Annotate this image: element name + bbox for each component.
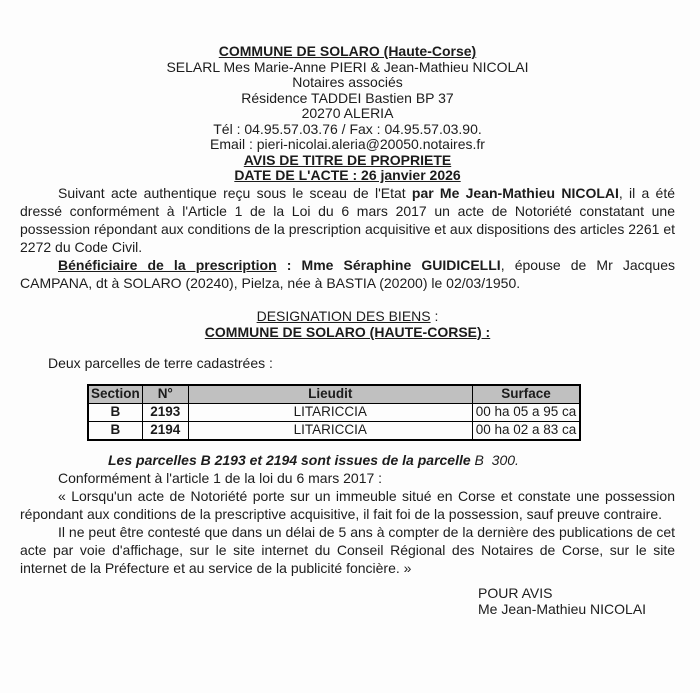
- notary-name-bold: par Me Jean-Mathieu NICOLAI: [411, 184, 619, 201]
- beneficiaire-label: Bénéficiaire de la prescription: [58, 256, 277, 273]
- para-acte: [20, 184, 675, 256]
- cell-surface: 00 ha 02 a 83 ca: [472, 421, 580, 440]
- blank-gap: [20, 292, 675, 308]
- cell-surface: 00 ha 05 a 95 ca: [472, 403, 580, 421]
- designation-colon: :: [430, 307, 439, 324]
- para-acte-text-1: Suivant acte authentique reçu sous le sceau de l'Etat: [58, 184, 412, 201]
- document-header: [20, 44, 675, 184]
- issue-note-main: Les parcelles B 2193 et 2194 sont issues de la parcelle: [108, 451, 471, 468]
- notice-title: AVIS DE TITRE DE PROPRIETE: [243, 151, 452, 168]
- beneficiaire-details: , épouse de Mr Jacques CAMPANA, dt à SOLARO (20240), Pielza, née à BASTIA (20200) le 02/03/1950.: [20, 256, 675, 291]
- header-cell-surface: Surface: [472, 385, 580, 404]
- cell-section: B: [88, 421, 142, 440]
- pour-avis: POUR AVIS: [478, 584, 553, 601]
- quote-paragraph-1: « Lorsqu'un acte de Notoriété porte sur un immeuble situé en Corse et constate une possession répondant aux conditions de la prescriptive acquisitive, il fait foi de la possession, sauf preuve contraire.: [20, 487, 675, 522]
- phone-fax-line: Tél : 04.95.57.03.76 / Fax : 04.95.57.03.90.: [213, 120, 482, 137]
- commune-title: COMMUNE DE SOLARO (Haute-Corse): [218, 43, 477, 59]
- table-header-row: [88, 385, 580, 404]
- header-cell-numero: N°: [142, 385, 188, 404]
- designation-heading: DESIGNATION DES BIENS: [256, 307, 431, 324]
- cell-lieudit: LITARICCIA: [188, 421, 472, 440]
- issue-note-parent-parcel: B 300.: [470, 451, 519, 468]
- para-beneficiaire: [20, 256, 675, 292]
- issue-note: [108, 451, 675, 469]
- cell-section: B: [88, 403, 142, 421]
- parcelles-table: [87, 384, 581, 441]
- commune-biens-heading: COMMUNE DE SOLARO (HAUTE-CORSE) :: [204, 323, 491, 340]
- parcelles-intro: Deux parcelles de terre cadastrées :: [48, 354, 273, 371]
- table-row: [88, 421, 580, 440]
- address-line: Résidence TADDEI Bastien BP 37: [241, 89, 454, 106]
- beneficiaire-colon: :: [276, 256, 302, 273]
- cell-lieudit: LITARICCIA: [188, 403, 472, 421]
- header-cell-section: Section: [88, 385, 142, 404]
- beneficiaire-name: Mme Séraphine GUIDICELLI: [301, 256, 501, 273]
- cell-numero: 2194: [142, 421, 188, 440]
- city-line: 20270 ALERIA: [301, 105, 394, 121]
- email-line: Email : pieri-nicolai.aleria@20050.notaires.fr: [210, 136, 485, 152]
- para-acte-text-2: , il a été dressé conformément à l'Article 1 de la Loi du 6 mars 2017 un acte de Notoriété constatant une possession répondant aux conditions de la prescription acquisitive et aux dispositions des articles 2261 et 2272 du Code Civil.: [20, 184, 675, 255]
- header-cell-lieudit: Lieudit: [188, 385, 472, 404]
- conformement-line: Conformément à l'article 1 de la loi du 6 mars 2017 :: [58, 469, 383, 486]
- table-row: [88, 403, 580, 421]
- designation-heading-line: [20, 308, 675, 324]
- notaires-line: Notaires associés: [292, 74, 403, 90]
- cell-numero: 2193: [142, 403, 188, 421]
- signatory-name: Me Jean-Mathieu NICOLAI: [478, 600, 647, 617]
- quote-paragraph-2: Il ne peut être contesté que dans un délai de 5 ans à compter de la dernière des publications de cet acte par voie d'affichage, sur le site internet du Conseil Régional des Notaires de Corse, sur le site internet de la Préfecture et au service de la publicité foncière. »: [20, 523, 675, 576]
- acte-date-line: DATE DE L'ACTE : 26 janvier 2026: [234, 167, 461, 183]
- notary-firm-line: SELARL Mes Marie-Anne PIERI & Jean-Mathieu NICOLAI: [166, 58, 529, 75]
- signature-block: [478, 585, 675, 617]
